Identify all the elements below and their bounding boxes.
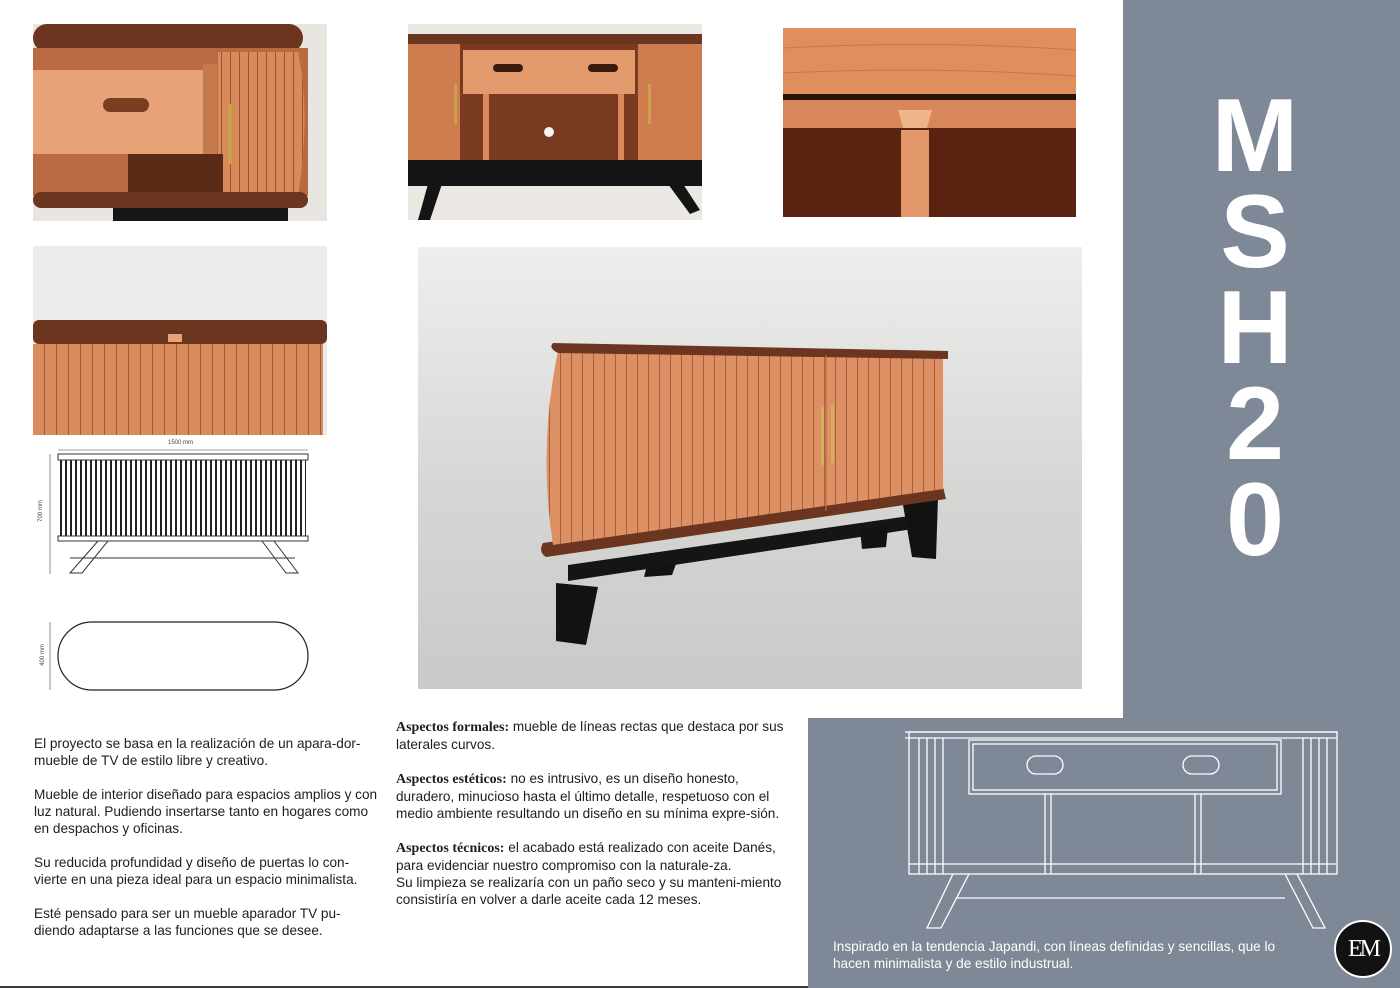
title-letter: M bbox=[1211, 78, 1299, 194]
photo-main-sideboard bbox=[418, 247, 1082, 689]
formal-aspects bbox=[396, 718, 788, 753]
intro-paragraph: Mueble de interior diseñado para espacios amplios y con luz natural. Pudiendo insertarse tanto en hogares como en despachos y oficinas. bbox=[34, 787, 378, 836]
aspects-text bbox=[396, 718, 788, 908]
line-sketch bbox=[905, 728, 1340, 932]
formal-aspects-text: mueble de líneas rectas que destaca por sus laterales curvos. bbox=[396, 719, 784, 752]
elevation-drawing bbox=[37, 440, 325, 580]
intro-paragraph: Su reducida profundidad y diseño de puertas lo con-vierte en una pieza ideal para un espacio minimalista. bbox=[34, 855, 358, 887]
formal-aspects-label: Aspectos formales: bbox=[396, 720, 510, 735]
width-dimension-label: 1500 mm bbox=[168, 440, 194, 446]
japandi-caption: Inspirado en la tendencia Japandi, con líneas definidas y sencillas, que lo hacen minimalista y de estilo industrual. bbox=[833, 939, 1276, 971]
intro-paragraph: El proyecto se basa en la realización de un apara-dor-mueble de TV de estilo libre y creativo. bbox=[34, 736, 361, 768]
product-title bbox=[1200, 78, 1310, 578]
logo-mark: EM bbox=[1348, 935, 1378, 962]
intro-paragraph: Esté pensado para ser un mueble aparador TV pu-diendo adaptarse a las funciones que se desee. bbox=[34, 906, 341, 938]
title-letter: 0 bbox=[1226, 462, 1284, 578]
title-letter: 2 bbox=[1226, 366, 1284, 482]
brand-logo bbox=[1334, 920, 1392, 978]
height-dimension-label: 700 mm bbox=[37, 500, 44, 522]
aesthetic-aspects-text: no es intrusivo, es un diseño honesto, duradero, minucioso hasta el último detalle, respetuoso con el medio ambiente resultando un diseño en su mínima expre-sión. bbox=[396, 771, 780, 821]
photo-drawer-detail bbox=[33, 24, 327, 221]
cleaning-text: Su limpieza se realizaría con un paño seco y su manteni-miento consistiría en volver a darle aceite cada 12 meses. bbox=[396, 875, 782, 907]
photo-joint-detail bbox=[783, 28, 1076, 217]
title-letter: S bbox=[1220, 174, 1290, 290]
depth-dimension-label: 400 mm bbox=[39, 644, 46, 666]
technical-aspects-text: el acabado está realizado con aceite Danés, para evidenciar nuestro compromiso con la naturale-za. bbox=[396, 840, 776, 873]
title-letter: H bbox=[1217, 270, 1293, 386]
aesthetic-aspects-label: Aspectos estéticos: bbox=[396, 772, 507, 787]
aesthetic-aspects bbox=[396, 770, 788, 822]
plan-drawing bbox=[40, 618, 325, 694]
technical-aspects bbox=[396, 839, 788, 874]
technical-aspects-label: Aspectos técnicos: bbox=[396, 841, 505, 856]
intro-text bbox=[34, 735, 379, 939]
photo-top-edge bbox=[33, 246, 327, 435]
photo-front-open bbox=[408, 24, 702, 220]
